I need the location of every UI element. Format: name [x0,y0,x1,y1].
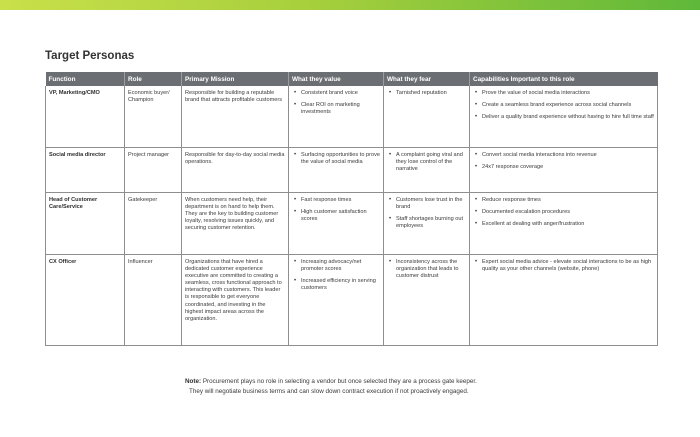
function-cell: Head of Customer Care/Service [46,193,125,255]
fear-cell [384,148,470,193]
table-row [46,193,658,255]
list-item: • Staff shortages burning out employees [396,216,466,230]
list-item: • Deliver a quality brand experience without having to hire full time staff [482,114,654,121]
list-item: • Tarnished reputation [396,90,466,97]
mission-cell: Responsible for day-to-day social media operations. [182,148,289,193]
column-header-mission: Primary Mission [182,72,289,86]
function-cell: VP, Marketing/CMO [46,86,125,148]
capabilities-cell [470,86,658,148]
list-item: • Documented escalation procedures [482,209,654,216]
list-item: • Reduce response times [482,197,654,204]
column-header-value: What they value [289,72,384,86]
list-item: • Increased efficiency in serving customers [301,278,380,292]
list-item: • Convert social media interactions into revenue [482,152,654,159]
list-item: • Customers lose trust in the brand [396,197,466,211]
value-cell [289,148,384,193]
list-item: • Clear ROI on marketing investments [301,102,380,116]
value-cell [289,255,384,346]
value-cell [289,86,384,148]
fear-cell [384,193,470,255]
column-header-role: Role [125,72,182,86]
value-cell [289,193,384,255]
list-item: • A complaint going viral and they lose control of the narrative [396,152,466,173]
mission-cell: Organizations that have hired a dedicated customer experience executive are committed to creating a seamless, cross functional approach to interacting with customers. This leader is responsible to get everyone coordinated, and investing in the highest impact areas across the organization. [182,255,289,346]
note-line-2: They will negotiate business terms and can slow down contract execution if not proactively engaged. [189,387,469,395]
table-row [46,86,658,148]
role-cell: Gatekeeper [125,193,182,255]
capabilities-cell [470,255,658,346]
column-header-capabilities: Capabilities Important to this role [470,72,658,86]
role-cell: Project manager [125,148,182,193]
list-item: • 24x7 response coverage [482,164,654,171]
role-cell: Economic buyer/ Champion [125,86,182,148]
list-item: • Excellent at dealing with anger/frustration [482,221,654,228]
list-item: • Consistent brand voice [301,90,380,97]
top-accent-bar [0,0,700,10]
fear-cell [384,255,470,346]
page-title: Target Personas [45,50,135,62]
procurement-note [185,377,615,396]
function-cell: Social media director [46,148,125,193]
note-line-1: Procurement plays no role in selecting a vendor but once selected they are a process gate keeper. [202,378,477,385]
mission-cell: When customers need help, their department is on hand to help them. They are the key to building customer loyalty, resolving issues quickly, and securing customer retention. [182,193,289,255]
list-item: • Fast response times [301,197,380,204]
list-item: • Prove the value of social media interactions [482,90,654,97]
capabilities-cell [470,193,658,255]
fear-cell [384,86,470,148]
function-cell: CX Officer [46,255,125,346]
personas-table [45,72,658,346]
list-item: • High customer satisfaction scores [301,209,380,223]
role-cell: Influencer [125,255,182,346]
list-item: • Increasing advocacy/net promoter scores [301,259,380,273]
mission-cell: Responsible for building a reputable brand that attracts profitable customers [182,86,289,148]
list-item: • Inconsistency across the organization that leads to customer distrust [396,259,466,280]
list-item: • Surfacing opportunities to prove the value of social media [301,152,380,166]
note-label: Note: [185,378,202,385]
column-header-function: Function [46,72,125,86]
table-row [46,148,658,193]
table-row [46,255,658,346]
list-item: • Expert social media advice - elevate social interactions to be as high quality as your other channels (website, phone) [482,259,654,273]
capabilities-cell [470,148,658,193]
column-header-fear: What they fear [384,72,470,86]
table-header-row [46,72,658,86]
list-item: • Create a seamless brand experience across social channels [482,102,654,109]
